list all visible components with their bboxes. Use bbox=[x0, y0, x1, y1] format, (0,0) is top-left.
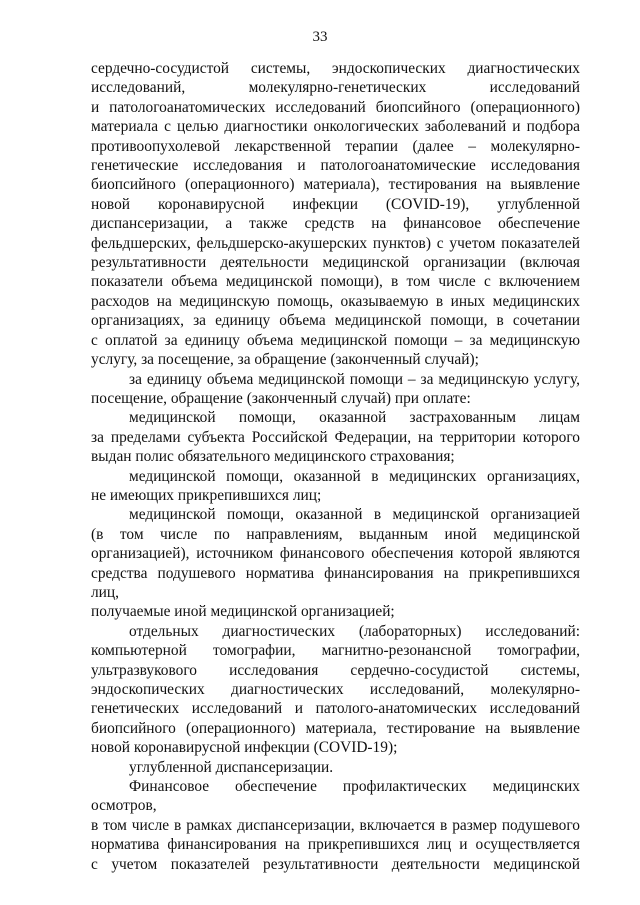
text-line: выдан полис обязательного медицинского страхования; bbox=[91, 448, 455, 466]
text-line: медицинской помощи, оказанной в медицинских организациях, bbox=[129, 467, 580, 485]
text-line: медицинской помощи, оказанной в медицинской организацией bbox=[129, 506, 580, 524]
text-line: диспансеризации, а также средств на финансовое обеспечение bbox=[91, 215, 580, 233]
text-line: фельдшерских, фельдшерско-акушерских пунктов) с учетом показателей bbox=[91, 234, 580, 252]
text-line: (в том числе по направлениям, выданным иной медицинской bbox=[91, 525, 580, 543]
text-line: противоопухолевой лекарственной терапии (далее – молекулярно- bbox=[91, 137, 580, 155]
text-line: средства подушевого норматива финансирования на прикрепившихся лиц, bbox=[91, 564, 580, 601]
text-line: генетические исследования и патологоанатомические исследования bbox=[91, 157, 580, 175]
text-line: результативности деятельности медицинской организации (включая bbox=[91, 254, 580, 272]
text-line: организациях, за единицу объема медицинской помощи, в сочетании bbox=[91, 312, 580, 330]
text-line: с оплатой за единицу объема медицинской помощи – за медицинскую bbox=[91, 331, 580, 349]
text-line: исследований, молекулярно-генетических исследований bbox=[91, 79, 580, 97]
text-line: биопсийного (операционного) материала), тестирования на выявление bbox=[91, 176, 580, 194]
text-line: отдельных диагностических (лабораторных) исследований: bbox=[129, 622, 580, 640]
text-line: эндоскопических диагностических исследований, молекулярно- bbox=[91, 681, 580, 698]
text-line: медицинской помощи, оказанной застрахованным лицам bbox=[129, 409, 580, 427]
text-line: организацией), источником финансового обеспечения которой являются bbox=[91, 545, 580, 563]
page-number: 33 bbox=[312, 29, 328, 45]
text-line: новой коронавирусной инфекции (COVID-19), углубленной bbox=[91, 195, 580, 213]
text-line: расходов на медицинскую помощь, оказываемую в иных медицинских bbox=[91, 292, 580, 310]
text-line: с учетом показателей результативности деятельности медицинской bbox=[91, 855, 580, 873]
text-line: углубленной диспансеризации. bbox=[129, 758, 334, 776]
text-line: ультразвукового исследования сердечно-сосудистой системы, bbox=[91, 661, 580, 679]
text-line: услугу, за посещение, за обращение (законченный случай); bbox=[91, 351, 479, 369]
text-line: новой коронавирусной инфекции (COVID-19); bbox=[91, 739, 398, 757]
text-line: генетических исследований и патолого-анатомических исследований bbox=[91, 700, 580, 718]
text-line: компьютерной томографии, магнитно-резонансной томографии, bbox=[91, 642, 580, 660]
text-line: норматива финансирования на прикрепившихся лиц и осуществляется bbox=[91, 836, 580, 854]
text-line: посещение, обращение (законченный случай) при оплате: bbox=[91, 389, 471, 407]
text-line: биопсийного (операционного) материала, тестирование на выявление bbox=[91, 719, 580, 737]
text-line: Финансовое обеспечение профилактических медицинских осмотров, bbox=[91, 778, 580, 815]
text-line: не имеющих прикрепившихся лиц; bbox=[91, 486, 322, 504]
text-line: в том числе в рамках диспансеризации, включается в размер подушевого bbox=[91, 816, 580, 834]
text-line: сердечно-сосудистой системы, эндоскопических диагностических bbox=[91, 60, 580, 77]
text-line: показатели объема медицинской помощи), в том числе с включением bbox=[91, 273, 580, 291]
text-line: получаемые иной медицинской организацией; bbox=[91, 603, 395, 621]
text-line: за единицу объема медицинской помощи – за медицинскую услугу, bbox=[129, 370, 580, 388]
text-line: за пределами субъекта Российской Федерации, на территории которого bbox=[91, 428, 580, 446]
text-line: материала с целью диагностики онкологических заболеваний и подбора bbox=[91, 118, 580, 136]
text-line: и патологоанатомических исследований биопсийного (операционного) bbox=[91, 98, 580, 116]
document-body bbox=[91, 59, 580, 874]
